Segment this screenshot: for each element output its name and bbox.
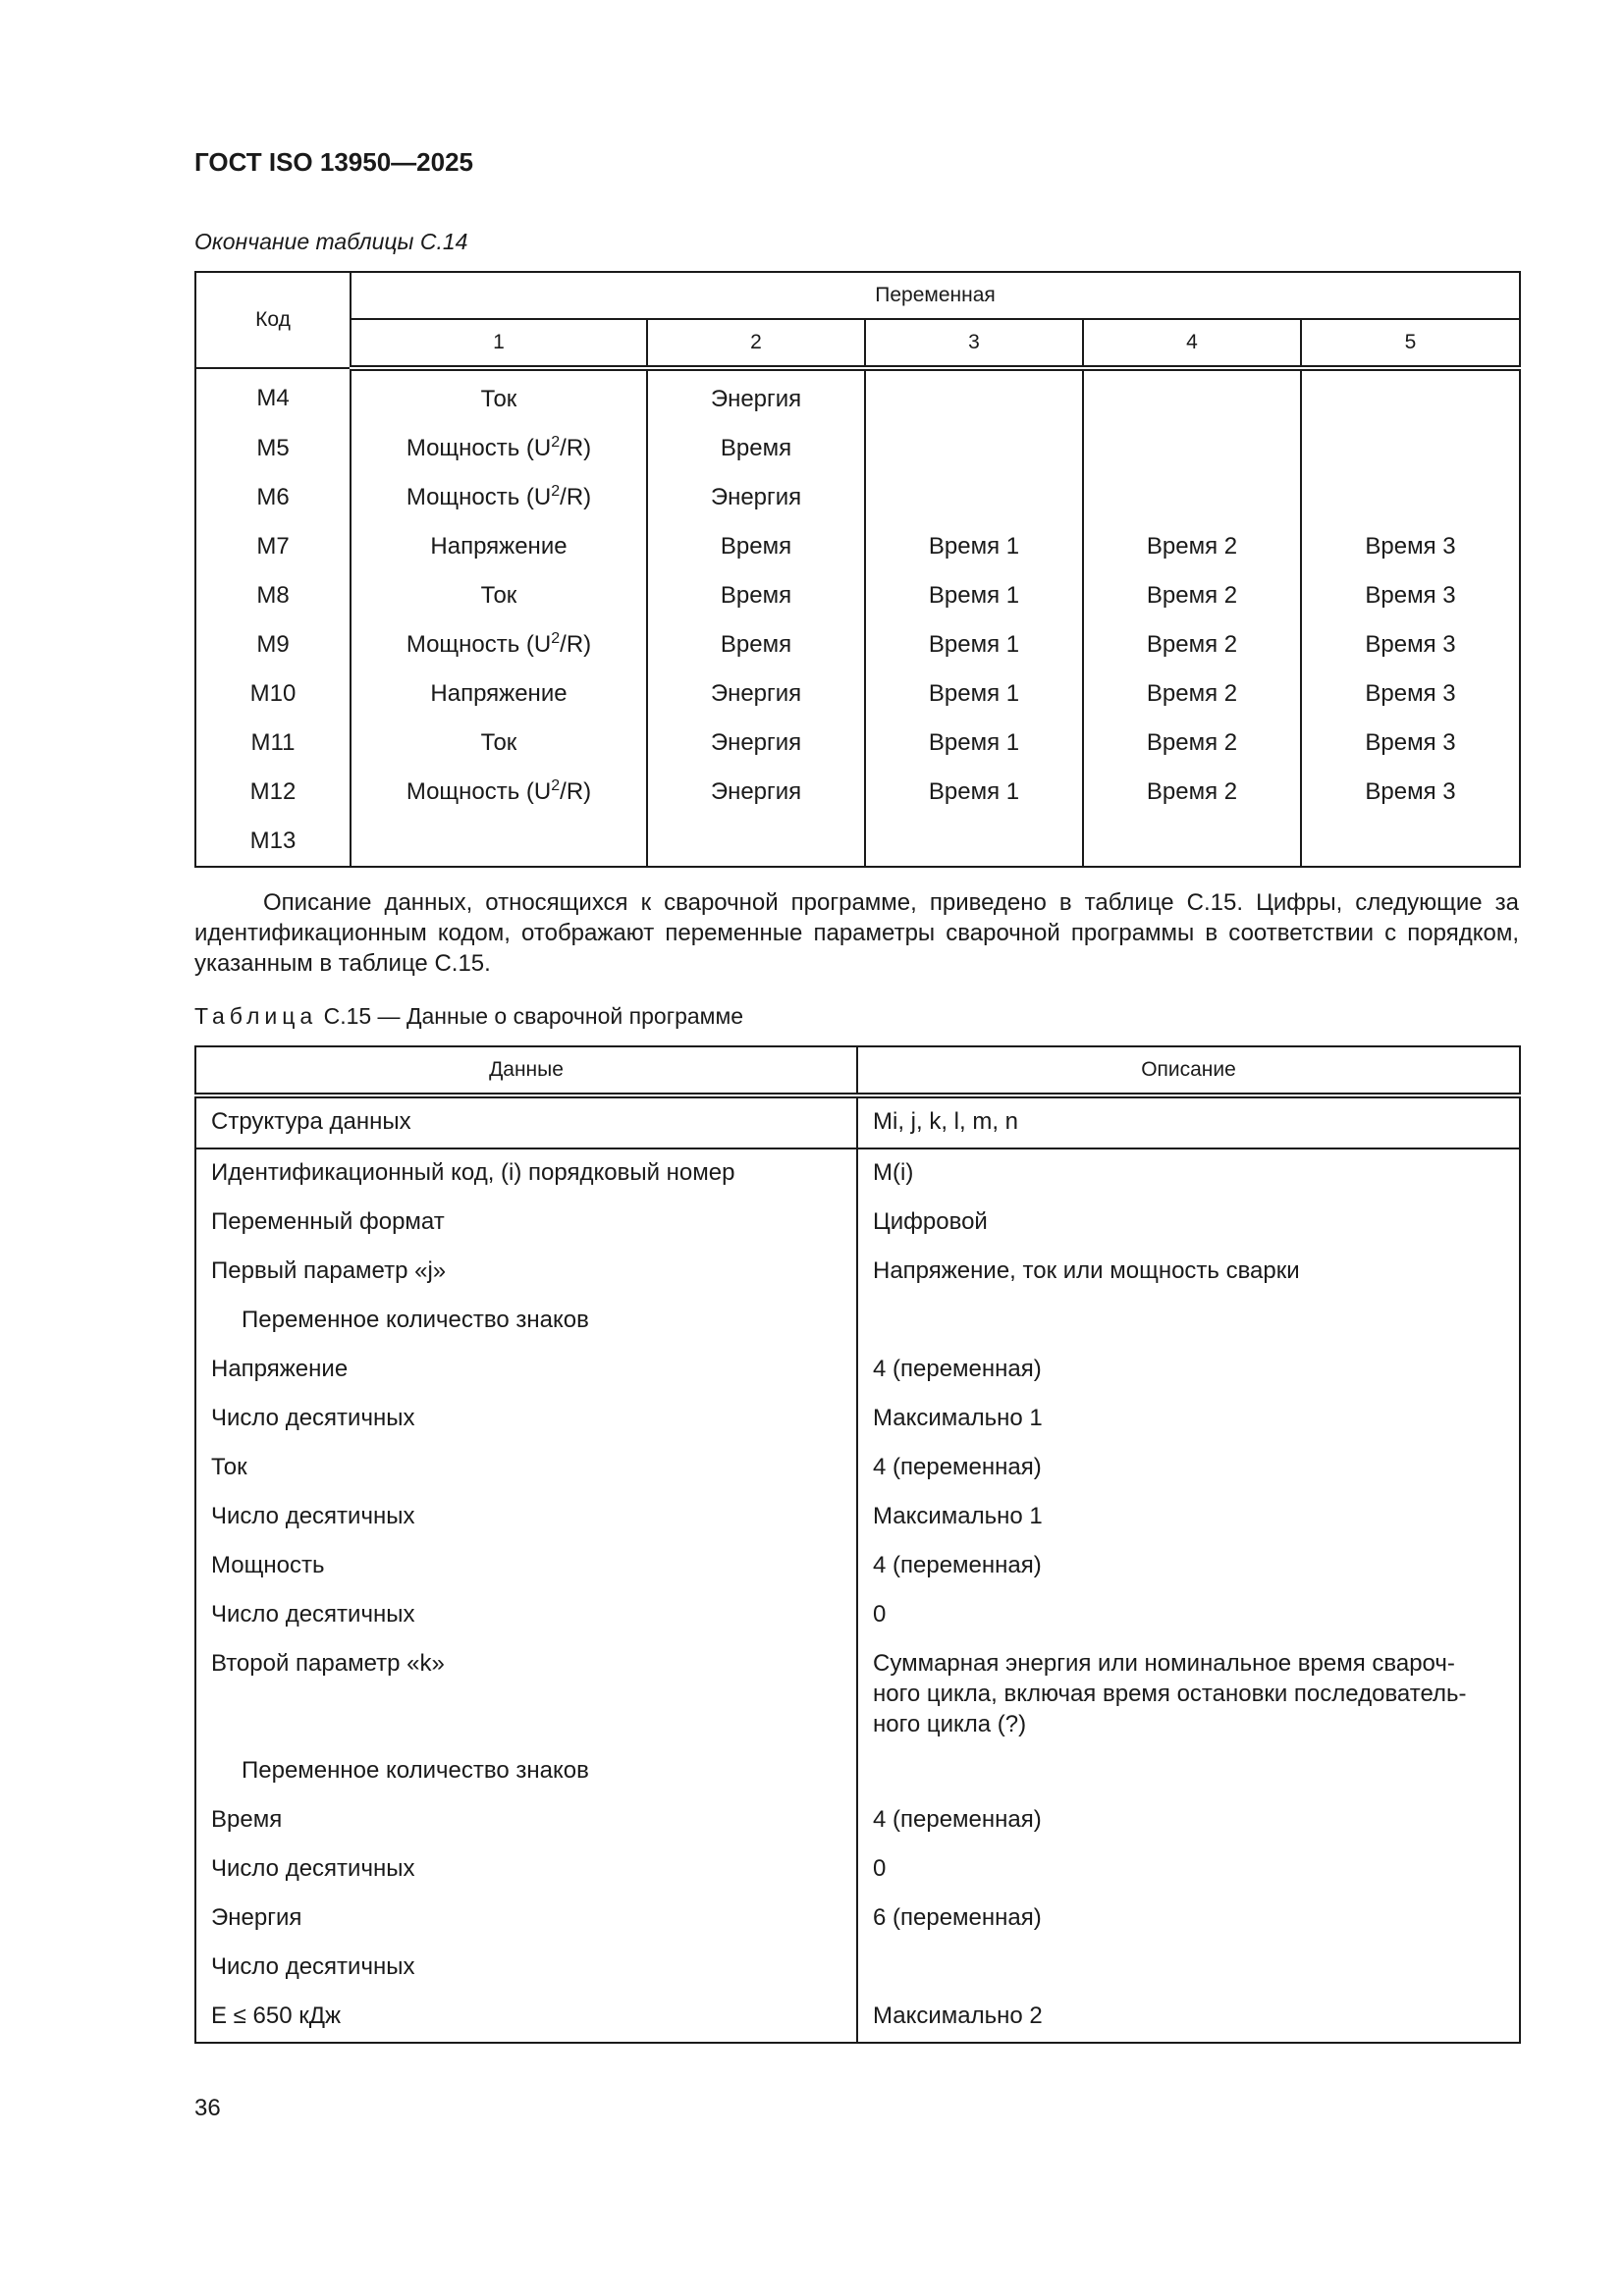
description-cell: 6 (переменная): [857, 1895, 1520, 1944]
data-cell: Переменное количество знаков: [195, 1297, 857, 1346]
description-cell: Суммарная энергия или номинальное время свароч- ного цикла, включая время остановки последователь- ного цикла (?): [857, 1640, 1520, 1747]
code-cell: M6: [195, 473, 351, 522]
data-cell: Структура данных: [195, 1095, 857, 1148]
variable-cell: Время: [647, 571, 865, 620]
variable-cell: [1083, 473, 1301, 522]
variable-cell: Энергия: [647, 368, 865, 424]
table-row: [195, 1493, 1520, 1542]
description-cell: 4 (переменная): [857, 1796, 1520, 1845]
variable-cell: Время 3: [1301, 522, 1520, 571]
data-cell: E ≤ 650 кДж: [195, 1993, 857, 2043]
data-cell: Второй параметр «k»: [195, 1640, 857, 1747]
variable-cell: [1301, 473, 1520, 522]
data-cell: Переменный формат: [195, 1199, 857, 1248]
variable-cell: [351, 817, 647, 867]
data-cell: Число десятичных: [195, 1944, 857, 1993]
code-cell: M11: [195, 719, 351, 768]
code-cell: M8: [195, 571, 351, 620]
body-paragraph: Описание данных, относящихся к сварочной программе, приведено в таблице С.15. Цифры, следующие за идентификационным кодом, отображают переменные параметры сварочной программы в соответствии с порядком, указанным в таблице С.15.: [194, 889, 1519, 977]
variable-cell: Время 3: [1301, 768, 1520, 817]
description-cell: Максимально 2: [857, 1993, 1520, 2043]
variable-cell: Время 3: [1301, 571, 1520, 620]
code-cell: M9: [195, 620, 351, 669]
data-cell: Напряжение: [195, 1346, 857, 1395]
variable-cell: Время 1: [865, 719, 1083, 768]
variable-cell: [865, 473, 1083, 522]
data-cell: Время: [195, 1796, 857, 1845]
description-column-header: Описание: [857, 1046, 1520, 1095]
table-row: [195, 719, 1520, 768]
variable-cell: Мощность $(U^2/R)$: [351, 424, 647, 473]
variable-cell: [1083, 424, 1301, 473]
variable-cell: Мощность $(U^2/R)$: [351, 620, 647, 669]
variable-cell: Энергия: [647, 473, 865, 522]
table-row: [195, 1444, 1520, 1493]
table-row: [195, 1395, 1520, 1444]
table-c15-caption: Таблица С.15 — Данные о сварочной программе: [194, 1003, 744, 1029]
variable-cell: Время 1: [865, 571, 1083, 620]
variable-cell: [865, 424, 1083, 473]
code-cell: M13: [195, 817, 351, 867]
table-row: [195, 1895, 1520, 1944]
variable-cell: Время: [647, 522, 865, 571]
data-cell: Число десятичных: [195, 1493, 857, 1542]
description-cell: Mi, j, k, l, m, n: [857, 1095, 1520, 1148]
table-row: [195, 424, 1520, 473]
variable-cell: [1083, 817, 1301, 867]
variable-cell: Время 2: [1083, 719, 1301, 768]
variable-cell: Время 1: [865, 522, 1083, 571]
variable-cell: Время 1: [865, 620, 1083, 669]
description-cell: [857, 1944, 1520, 1993]
description-cell: Цифровой: [857, 1199, 1520, 1248]
table-row: [195, 1148, 1520, 1199]
variable-cell: [647, 817, 865, 867]
variable-cell: [1301, 424, 1520, 473]
variable-cell: Время 2: [1083, 571, 1301, 620]
table-row: [195, 1297, 1520, 1346]
table-row: [195, 1640, 1520, 1747]
table-row: [195, 571, 1520, 620]
data-cell: Ток: [195, 1444, 857, 1493]
description-cell: 4 (переменная): [857, 1542, 1520, 1591]
description-cell: Максимально 1: [857, 1395, 1520, 1444]
variable-cell: Время 1: [865, 768, 1083, 817]
table-c14-caption: Окончание таблицы С.14: [194, 229, 468, 254]
variable-cell: [865, 368, 1083, 424]
code-cell: M5: [195, 424, 351, 473]
data-cell: Идентификационный код, (i) порядковый номер: [195, 1148, 857, 1199]
data-cell: Число десятичных: [195, 1591, 857, 1640]
description-cell: 0: [857, 1845, 1520, 1895]
table-row: [195, 368, 1520, 424]
table-row: [195, 522, 1520, 571]
variable-cell: Время: [647, 424, 865, 473]
variable-subheader: 2: [647, 319, 865, 368]
code-column-header: Код: [195, 272, 351, 368]
variable-cell: Время 1: [865, 669, 1083, 719]
data-cell: Энергия: [195, 1895, 857, 1944]
table-row: [195, 620, 1520, 669]
table-c15: [194, 1045, 1521, 2044]
data-cell: Число десятичных: [195, 1845, 857, 1895]
variable-cell: Мощность $(U^2/R)$: [351, 473, 647, 522]
table-row: [195, 1542, 1520, 1591]
description-cell: 4 (переменная): [857, 1346, 1520, 1395]
variable-cell: Время 3: [1301, 620, 1520, 669]
table-row: [195, 473, 1520, 522]
variable-cell: Ток: [351, 368, 647, 424]
variable-column-header: Переменная: [351, 272, 1520, 319]
page-number: 36: [194, 2095, 221, 2121]
code-cell: M12: [195, 768, 351, 817]
table-row: [195, 1591, 1520, 1640]
description-cell: Напряжение, ток или мощность сварки: [857, 1248, 1520, 1297]
variable-cell: [1301, 817, 1520, 867]
table-row: [195, 1796, 1520, 1845]
variable-subheader: 4: [1083, 319, 1301, 368]
variable-cell: Время 3: [1301, 669, 1520, 719]
table-row: [195, 1747, 1520, 1796]
data-cell: Переменное количество знаков: [195, 1747, 857, 1796]
variable-cell: Время 2: [1083, 522, 1301, 571]
table-row: [195, 1095, 1520, 1148]
variable-cell: [1301, 368, 1520, 424]
table-row: [195, 1944, 1520, 1993]
description-cell: 0: [857, 1591, 1520, 1640]
document-title: ГОСТ ISO 13950—2025: [194, 147, 474, 177]
variable-cell: Энергия: [647, 719, 865, 768]
variable-cell: Время 2: [1083, 620, 1301, 669]
variable-cell: Ток: [351, 719, 647, 768]
table-row: [195, 1248, 1520, 1297]
table-c14: [194, 271, 1521, 868]
description-cell: Максимально 1: [857, 1493, 1520, 1542]
table-row: [195, 817, 1520, 867]
data-cell: Мощность: [195, 1542, 857, 1591]
code-cell: M7: [195, 522, 351, 571]
variable-cell: Энергия: [647, 768, 865, 817]
variable-cell: Энергия: [647, 669, 865, 719]
variable-cell: Мощность $(U^2/R)$: [351, 768, 647, 817]
variable-cell: Напряжение: [351, 522, 647, 571]
variable-cell: [865, 817, 1083, 867]
table-row: [195, 1199, 1520, 1248]
code-cell: M10: [195, 669, 351, 719]
data-cell: Первый параметр «j»: [195, 1248, 857, 1297]
variable-cell: Время 2: [1083, 768, 1301, 817]
table-row: [195, 1346, 1520, 1395]
description-cell: 4 (переменная): [857, 1444, 1520, 1493]
table-row: [195, 1845, 1520, 1895]
variable-subheader: 1: [351, 319, 647, 368]
variable-subheader: 5: [1301, 319, 1520, 368]
description-cell: [857, 1747, 1520, 1796]
data-column-header: Данные: [195, 1046, 857, 1095]
variable-subheader: 3: [865, 319, 1083, 368]
description-cell: M(i): [857, 1148, 1520, 1199]
code-cell: M4: [195, 368, 351, 424]
table-row: [195, 1993, 1520, 2043]
variable-cell: Время 2: [1083, 669, 1301, 719]
data-cell: Число десятичных: [195, 1395, 857, 1444]
variable-cell: Ток: [351, 571, 647, 620]
table-row: [195, 768, 1520, 817]
variable-cell: Напряжение: [351, 669, 647, 719]
variable-cell: [1083, 368, 1301, 424]
variable-cell: Время: [647, 620, 865, 669]
description-cell: [857, 1297, 1520, 1346]
table-row: [195, 669, 1520, 719]
variable-cell: Время 3: [1301, 719, 1520, 768]
